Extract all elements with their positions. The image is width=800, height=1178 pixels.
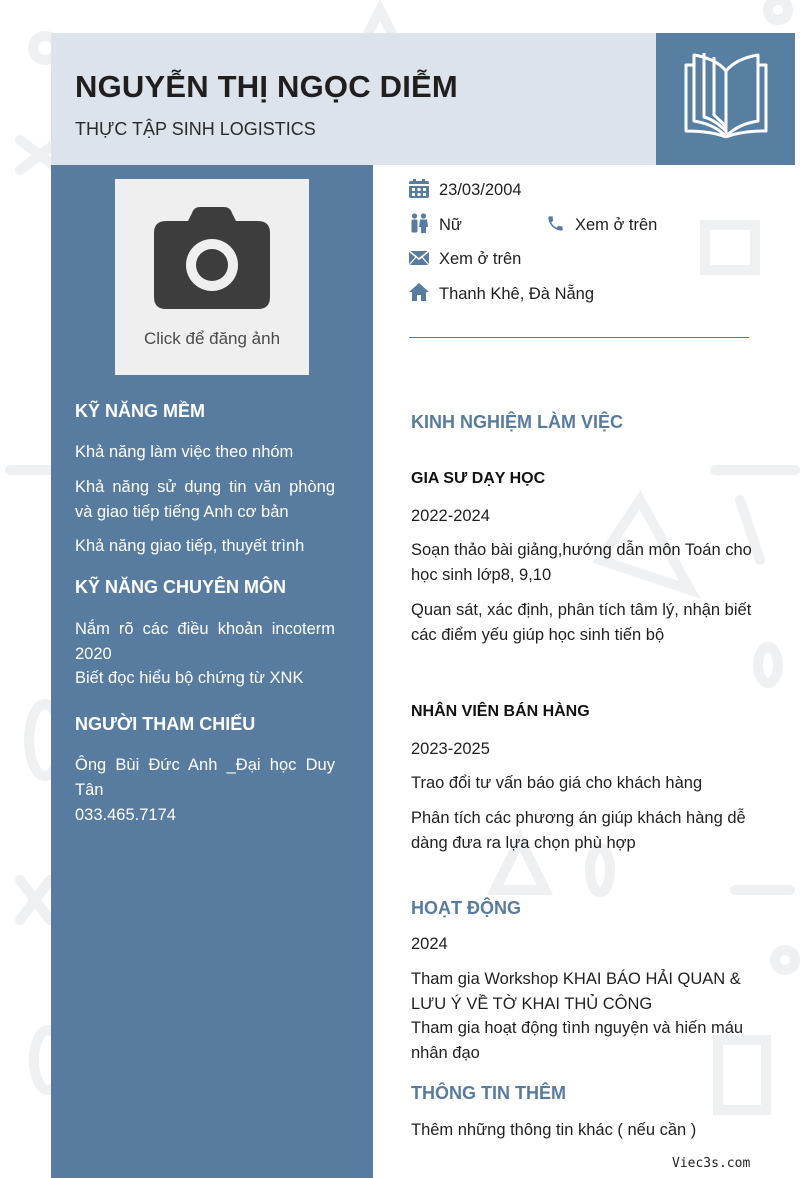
open-book-icon xyxy=(678,51,774,143)
phone-icon xyxy=(546,214,565,233)
job-title[interactable]: GIA SƯ DẠY HỌC xyxy=(411,470,546,487)
gender-field[interactable]: Nữ xyxy=(439,216,462,234)
hard-skills-heading: KỸ NĂNG CHUYÊN MÔN xyxy=(75,577,287,597)
soft-skill-item[interactable]: Khả năng làm việc theo nhóm xyxy=(75,443,294,461)
hard-skill-item[interactable]: Nắm rõ các điều khoản incoterm 2020 xyxy=(75,620,335,663)
job-period[interactable]: 2023-2025 xyxy=(411,740,490,758)
header-banner xyxy=(51,33,656,165)
reference-item[interactable]: Ông Bùi Đức Anh _Đại học Duy Tân xyxy=(75,756,335,799)
photo-caption: Click để đăng ảnh xyxy=(143,329,281,348)
extra-info-text[interactable]: Thêm những thông tin khác ( nếu cần ) xyxy=(411,1121,697,1139)
extra-info-heading: THÔNG TIN THÊM xyxy=(411,1083,566,1103)
reference-phone[interactable]: 033.465.7174 xyxy=(75,806,176,824)
job-detail[interactable]: Phân tích các phương án giúp khách hàng dễ dàng đưa ra lựa chọn phù hợp xyxy=(411,809,746,852)
home-icon xyxy=(409,283,429,301)
birthday-field[interactable]: 23/03/2004 xyxy=(439,181,522,199)
job-detail[interactable]: Trao đổi tư vấn báo giá cho khách hàng xyxy=(411,774,703,792)
book-icon-box xyxy=(656,33,795,165)
soft-skill-item[interactable]: Khả năng sử dụng tin văn phòng và giao tiếp tiếng Anh cơ bản xyxy=(75,478,335,521)
desired-position[interactable]: THỰC TẬP SINH LOGISTICS xyxy=(75,119,316,139)
activity-item[interactable]: Tham gia Workshop KHAI BÁO HẢI QUAN & LƯU Ý VỀ TỜ KHAI THỦ CÔNG xyxy=(411,970,741,1013)
experience-heading: KINH NGHIỆM LÀM VIỆC xyxy=(411,412,624,432)
candidate-name[interactable]: NGUYỄN THỊ NGỌC DIỄM xyxy=(75,69,458,104)
camera-icon xyxy=(154,207,270,309)
job-detail[interactable]: Soạn thảo bài giảng,hướng dẫn môn Toán cho học sinh lớp8, 9,10 xyxy=(411,541,752,584)
soft-skills-heading: KỸ NĂNG MỀM xyxy=(75,401,205,421)
activities-heading: HOẠT ĐỘNG xyxy=(411,898,521,918)
email-field[interactable]: Xem ở trên xyxy=(439,250,522,268)
reference-heading: NGƯỜI THAM CHIẾU xyxy=(75,714,256,734)
address-field[interactable]: Thanh Khê, Đà Nẵng xyxy=(439,285,595,303)
contact-divider xyxy=(409,337,749,338)
job-title[interactable]: NHÂN VIÊN BÁN HÀNG xyxy=(411,703,590,720)
gender-icon xyxy=(410,213,428,233)
site-watermark: Viec3s.com xyxy=(672,1156,751,1171)
email-icon xyxy=(409,251,429,265)
left-sidebar xyxy=(51,165,373,1178)
job-period[interactable]: 2022-2024 xyxy=(411,507,490,525)
activity-year[interactable]: 2024 xyxy=(411,935,448,953)
hard-skill-item[interactable]: Biết đọc hiểu bộ chứng từ XNK xyxy=(75,669,304,687)
phone-field[interactable]: Xem ở trên xyxy=(575,216,658,234)
activity-item[interactable]: Tham gia hoạt động tình nguyện và hiến máu nhân đạo xyxy=(411,1019,744,1062)
photo-upload[interactable] xyxy=(115,179,309,375)
job-detail[interactable]: Quan sát, xác định, phân tích tâm lý, nhận biết các điểm yếu giúp học sinh tiến bộ xyxy=(411,601,752,644)
soft-skill-item[interactable]: Khả năng giao tiếp, thuyết trình xyxy=(75,537,305,555)
calendar-icon xyxy=(409,179,429,198)
